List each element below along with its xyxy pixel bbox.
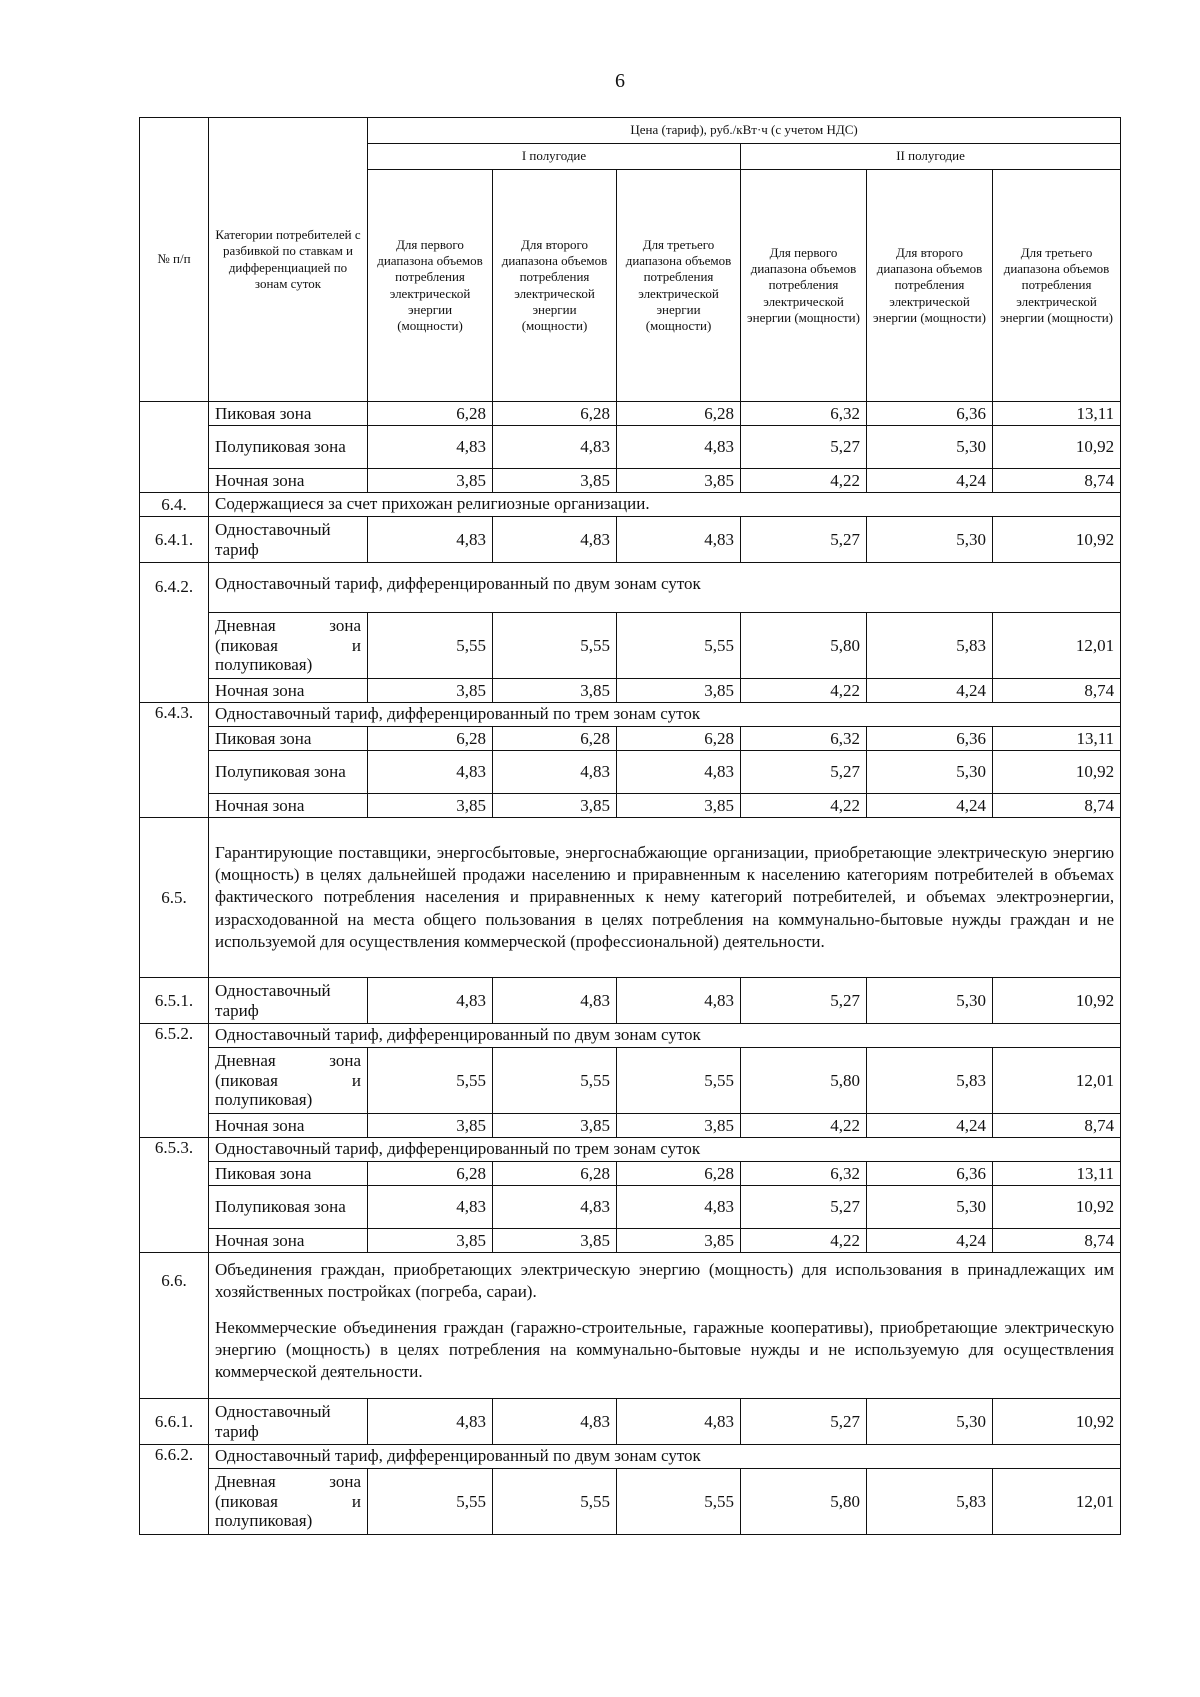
cell: 10,92: [993, 978, 1121, 1024]
cell: 3,85: [368, 1229, 493, 1253]
cell: 5,55: [493, 1048, 617, 1114]
row-label: Ночная зона: [209, 1229, 368, 1253]
section-title: Одноставочный тариф, дифференцированный по трем зонам суток: [209, 703, 1121, 727]
row-number: 6.5.2.: [140, 1024, 209, 1138]
cell: 12,01: [993, 1469, 1121, 1535]
row-label: Одноставочный тариф: [209, 1399, 368, 1445]
cell: 4,83: [368, 517, 493, 563]
cell: 5,30: [867, 426, 993, 469]
cell: 3,85: [493, 469, 617, 493]
cell: 5,27: [741, 978, 867, 1024]
row-number: 6.4.: [140, 493, 209, 517]
header-range-1: Для первого диапазона объемов потребления электрической энергии (мощности): [741, 170, 867, 402]
cell: 5,80: [741, 1469, 867, 1535]
cell: 3,85: [368, 679, 493, 703]
row-label: Пиковая зона: [209, 727, 368, 751]
section-row: [140, 563, 1121, 613]
table-row: [140, 794, 1121, 818]
cell: 3,85: [617, 1229, 741, 1253]
cell: 4,83: [617, 517, 741, 563]
cell: 4,83: [493, 426, 617, 469]
cell: 4,83: [617, 978, 741, 1024]
row-label: Ночная зона: [209, 469, 368, 493]
cell: 4,24: [867, 1229, 993, 1253]
row-number: 6.5.: [140, 818, 209, 978]
cell: 5,80: [741, 613, 867, 679]
section-title: Гарантирующие поставщики, энергосбытовые, энергоснабжающие организации, приобретающие электрическую энергию (мощность) в целях дальнейшей продажи населению и приравненным к населению категориям потребителей в объемах фактического потребления населения и приравненных к нему категорий потребителей, и объемах электроэнергии, израсходованной на места общего пользования в целях потребления на коммунально-бытовые нужды граждан и не используемой для осуществления коммерческой (профессиональной) деятельности.: [209, 818, 1121, 978]
row-number: 6.5.1.: [140, 978, 209, 1024]
section-row: [140, 1024, 1121, 1048]
row-label: Полупиковая зона: [209, 426, 368, 469]
cell: 5,55: [493, 1469, 617, 1535]
table-row: [140, 1048, 1121, 1114]
row-number: 6.6.2.: [140, 1445, 209, 1535]
cell: 5,55: [368, 1048, 493, 1114]
row-number: 6.6.: [140, 1253, 209, 1399]
table-row: [140, 517, 1121, 563]
table-row: [140, 751, 1121, 794]
header-range-2: Для второго диапазона объемов потребления электрической энергии (мощности): [867, 170, 993, 402]
cell: 3,85: [493, 679, 617, 703]
row-label: Дневная зона (пиковая и полупиковая): [209, 1048, 368, 1114]
cell: 4,24: [867, 1114, 993, 1138]
section-row: [140, 1138, 1121, 1162]
cell: 3,85: [493, 1229, 617, 1253]
cell: 4,83: [617, 1186, 741, 1229]
cell: 4,83: [493, 751, 617, 794]
cell: 3,85: [368, 1114, 493, 1138]
header-price: Цена (тариф), руб./кВт·ч (с учетом НДС): [368, 118, 1121, 144]
header-range-3: Для третьего диапазона объемов потребления электрической энергии (мощности): [617, 170, 741, 402]
cell: 6,28: [617, 727, 741, 751]
row-label: Дневная зона (пиковая и полупиковая): [209, 613, 368, 679]
section-title: Одноставочный тариф, дифференцированный по двум зонам суток: [209, 1445, 1121, 1469]
cell: 5,83: [867, 1469, 993, 1535]
cell: 5,27: [741, 1186, 867, 1229]
cell: 3,85: [493, 794, 617, 818]
cell: 5,55: [617, 613, 741, 679]
row-number: 6.4.2.: [140, 563, 209, 703]
cell: 5,30: [867, 517, 993, 563]
cell: 4,83: [368, 1186, 493, 1229]
cell: 5,83: [867, 613, 993, 679]
cell: 3,85: [617, 1114, 741, 1138]
cell: 5,27: [741, 751, 867, 794]
cell: 6,28: [617, 402, 741, 426]
row-label: Полупиковая зона: [209, 751, 368, 794]
cell: 12,01: [993, 613, 1121, 679]
tariff-table: [139, 117, 1121, 1535]
cell: 3,85: [617, 794, 741, 818]
cell: 6,32: [741, 1162, 867, 1186]
cell: 6,28: [493, 1162, 617, 1186]
header-half-1: I полугодие: [368, 144, 741, 170]
table-row: [140, 1229, 1121, 1253]
table-row: [140, 978, 1121, 1024]
cell: 6,28: [493, 727, 617, 751]
table-row: [140, 469, 1121, 493]
cell: 5,55: [493, 613, 617, 679]
cell: 6,32: [741, 727, 867, 751]
table-row: [140, 727, 1121, 751]
cell: 6,28: [368, 1162, 493, 1186]
cell: 6,28: [368, 402, 493, 426]
cell: 5,55: [617, 1469, 741, 1535]
table-row: [140, 613, 1121, 679]
table-row: [140, 1399, 1121, 1445]
cell: 4,22: [741, 679, 867, 703]
row-label: Ночная зона: [209, 679, 368, 703]
cell: 5,80: [741, 1048, 867, 1114]
row-label: Одноставочный тариф: [209, 978, 368, 1024]
section-text: [209, 1253, 1121, 1399]
cell: 6,36: [867, 402, 993, 426]
cell: 5,30: [867, 1399, 993, 1445]
section-title: Одноставочный тариф, дифференцированный по двум зонам суток: [209, 1024, 1121, 1048]
cell: 5,55: [368, 1469, 493, 1535]
header-range-3: Для третьего диапазона объемов потребления электрической энергии (мощности): [993, 170, 1121, 402]
cell: 6,28: [368, 727, 493, 751]
cell: 5,27: [741, 426, 867, 469]
cell: 4,83: [368, 1399, 493, 1445]
cell: 3,85: [368, 794, 493, 818]
section-title: Одноставочный тариф, дифференцированный по трем зонам суток: [209, 1138, 1121, 1162]
cell: 4,24: [867, 794, 993, 818]
cell: 4,83: [493, 1186, 617, 1229]
row-label: Ночная зона: [209, 794, 368, 818]
row-label: Одноставочный тариф: [209, 517, 368, 563]
page-number: 6: [615, 70, 625, 92]
cell: 3,85: [493, 1114, 617, 1138]
cell: 6,28: [493, 402, 617, 426]
cell: 4,83: [493, 517, 617, 563]
cell: 4,83: [493, 978, 617, 1024]
cell: 5,55: [368, 613, 493, 679]
header-range-1: Для первого диапазона объемов потребления электрической энергии (мощности): [368, 170, 493, 402]
table-row: [140, 1114, 1121, 1138]
section-row: [140, 1253, 1121, 1399]
cell: 8,74: [993, 1114, 1121, 1138]
cell: 10,92: [993, 426, 1121, 469]
section-row: [140, 818, 1121, 978]
cell: 4,83: [368, 751, 493, 794]
cell: 8,74: [993, 469, 1121, 493]
cell: 4,83: [617, 426, 741, 469]
row-number: 6.6.1.: [140, 1399, 209, 1445]
section-title: Объединения граждан, приобретающих электрическую энергию (мощность) для использования в принадлежащих им хозяйственных постройках (погреба, сараи).: [215, 1260, 1115, 1302]
section-title: Одноставочный тариф, дифференцированный по двум зонам суток: [209, 563, 1121, 613]
header-range-2: Для второго диапазона объемов потребления электрической энергии (мощности): [493, 170, 617, 402]
row-number: 6.4.3.: [140, 703, 209, 818]
cell: 6,36: [867, 1162, 993, 1186]
row-number: 6.4.1.: [140, 517, 209, 563]
cell: 10,92: [993, 1186, 1121, 1229]
cell: 4,24: [867, 469, 993, 493]
row-label: Дневная зона (пиковая и полупиковая): [209, 1469, 368, 1535]
table-row: [140, 1186, 1121, 1229]
header-category: Категории потребителей с разбивкой по ставкам и дифференциацией по зонам суток: [209, 118, 368, 402]
cell: 4,22: [741, 1114, 867, 1138]
row-number: 6.5.3.: [140, 1138, 209, 1253]
cell: 4,83: [368, 978, 493, 1024]
cell: 4,22: [741, 1229, 867, 1253]
cell: 10,92: [993, 1399, 1121, 1445]
cell: 4,83: [617, 1399, 741, 1445]
cell: 4,22: [741, 469, 867, 493]
cell: 6,28: [617, 1162, 741, 1186]
cell: 5,30: [867, 1186, 993, 1229]
table-row: [140, 402, 1121, 426]
cell: 5,30: [867, 978, 993, 1024]
cell: 13,11: [993, 727, 1121, 751]
cell: 13,11: [993, 1162, 1121, 1186]
row-label: Ночная зона: [209, 1114, 368, 1138]
cell: 8,74: [993, 794, 1121, 818]
cell: 4,83: [617, 751, 741, 794]
cell: 13,11: [993, 402, 1121, 426]
table-row: [140, 1469, 1121, 1535]
cell: 4,24: [867, 679, 993, 703]
cell: 3,85: [617, 679, 741, 703]
header-half-2: II полугодие: [741, 144, 1121, 170]
cell: 4,22: [741, 794, 867, 818]
cell: 5,55: [617, 1048, 741, 1114]
cell: 5,27: [741, 1399, 867, 1445]
cell: 6,32: [741, 402, 867, 426]
cell: 5,27: [741, 517, 867, 563]
cell: 4,83: [368, 426, 493, 469]
section-paragraph: Некоммерческие объединения граждан (гаражно-строительные, гаражные кооперативы), приобретающие электрическую энергию (мощность) в целях потребления на коммунально-бытовые нужды и не используемую для осуществления коммерческой деятельности.: [215, 1318, 1115, 1382]
cell: 10,92: [993, 751, 1121, 794]
row-label: Пиковая зона: [209, 402, 368, 426]
table-row: [140, 679, 1121, 703]
cell: 5,83: [867, 1048, 993, 1114]
cell: 3,85: [368, 469, 493, 493]
section-row: [140, 1445, 1121, 1469]
cell: 5,30: [867, 751, 993, 794]
cell: 4,83: [493, 1399, 617, 1445]
cell: 10,92: [993, 517, 1121, 563]
row-label: Пиковая зона: [209, 1162, 368, 1186]
cell: 12,01: [993, 1048, 1121, 1114]
row-label: Полупиковая зона: [209, 1186, 368, 1229]
table-row: [140, 426, 1121, 469]
header-num: № п/п: [140, 118, 209, 402]
section-title: Содержащиеся за счет прихожан религиозные организации.: [209, 493, 1121, 517]
section-row: [140, 703, 1121, 727]
section-row: [140, 493, 1121, 517]
cell: 6,36: [867, 727, 993, 751]
cell: 8,74: [993, 679, 1121, 703]
table-row: [140, 1162, 1121, 1186]
cell: 3,85: [617, 469, 741, 493]
cell: 8,74: [993, 1229, 1121, 1253]
